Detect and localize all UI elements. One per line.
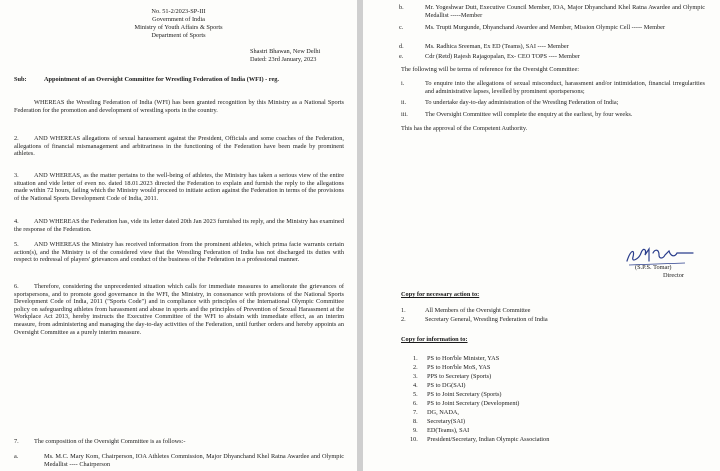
- para-4: AND WHEREAS the Federation has, vide its letter dated 20th Jan 2023 furnished its reply, and the Ministry has examined the response of the Federation.: [14, 218, 344, 233]
- place-line: Shastri Bhawan, New Delhi: [250, 48, 321, 55]
- copy-action-heading: Copy for necessary action to:: [401, 291, 480, 298]
- copy-info-7: DG, NADA,: [427, 409, 460, 416]
- copy-info-5: PS to Joint Secretary (Sports): [427, 391, 502, 398]
- copy-info-10: President/Secretary, Indian Olympic Association: [427, 436, 550, 443]
- para-6: Therefore, considering the unprecedented situation which calls for immediate measures to ameliorate the grievances of sportspersons, and to promote good governance in the WFI, the Ministry, in consonance with provisions of the National Sports Development Code of India, 2011 ("Sports Code") and in compliance with principles of the International Olympic Committee policy on safeguarding athletes from harassment and abuse in sports and the principles of Prevention of Sexual Harassment at the Workplace Act 2013, hereby instructs the Executive Committee of the WFI to abstain with immediate effect, as an interim measure, from administering and managing the day-to-day activities of the Federation, until further orders and hereby appoints an Oversight Committee as a purely interim measure.: [14, 283, 344, 336]
- para-6-number: 6.: [14, 283, 19, 290]
- para-2-number: 2.: [14, 135, 19, 142]
- copy-info-10-number: 10.: [410, 436, 418, 443]
- copy-info-3-number: 3.: [413, 373, 418, 380]
- date-line: Dated: 23rd January, 2023: [250, 56, 317, 63]
- department-line: Department of Sports: [151, 32, 206, 39]
- member-a-number: a.: [14, 453, 19, 460]
- para-4-number: 4.: [14, 218, 19, 225]
- member-a: Ms. M.C. Mary Kom, Chairperson, IOA Athletes Commission, Major Dhyanchand Khel Ratna Awardee and Olympic Medallist ---- Chairperson: [44, 453, 344, 468]
- para-7: The composition of the Oversight Committee is as follows:-: [34, 438, 186, 445]
- terms-intro: The following will be terms of reference for the Oversight Committee:: [401, 66, 580, 73]
- subject-text: Appointment of an Oversight Committee for Wrestling Federation of India (WFI) - reg.: [44, 76, 280, 83]
- term-iii: The Oversight Committee will complete the enquiry at the earliest, by four weeks.: [425, 111, 633, 118]
- para-3: AND WHEREAS, as the matter pertains to the well-being of athletes, the Ministry has taken a serious view of the entire situation and vide letter of even no. dated 18.01.2023 directed the Federation to explain and furnish the reply to the allegations made within 72 hours, failing which the Ministry would proceed to initiate action against the Federation in terms of the provisions of the National Sports Development Code of India, 2011.: [14, 172, 344, 202]
- member-c: Ms. Trupti Murgunde, Dhyanchand Awardee and Member, Mission Olympic Cell ----- Member: [425, 24, 666, 31]
- copy-info-6: PS to Joint Secretary (Development): [427, 400, 520, 407]
- member-d: Ms. Radhica Sreeman, Ex ED (Teams), SAI ---- Member: [425, 43, 569, 50]
- para-3-number: 3.: [14, 172, 19, 179]
- term-ii-number: ii.: [401, 99, 407, 106]
- file-number: No. 51-2/2023-SP-III: [151, 8, 206, 15]
- copy-info-2-number: 2.: [413, 364, 418, 371]
- member-e: Cdr (Retd) Rajesh Rajagopalan, Ex- CEO TOPS ---- Member: [425, 53, 580, 60]
- signatory-name: (S.P.S. Tomar): [635, 264, 672, 271]
- term-iii-number: iii.: [401, 111, 408, 118]
- para-7-number: 7.: [14, 438, 19, 445]
- copy-info-1-number: 1.: [413, 355, 418, 362]
- copy-info-3: PPS to Secretary (Sports): [427, 373, 492, 380]
- para-5-number: 5.: [14, 241, 19, 248]
- member-b: Mr. Yogeshwar Dutt, Executive Council Member, IOA, Major Dhyanchand Khel Ratna Awardee and Olympic Medallist -----Member: [425, 4, 705, 19]
- signatory-title: Director: [663, 272, 684, 279]
- government-line: Government of India: [152, 16, 205, 23]
- copy-info-7-number: 7.: [413, 409, 418, 416]
- term-i: To enquire into the allegations of sexual misconduct, harassment and/or intimidation, financial irregularities and administrative lapses, levelled by prominent sportspersons;: [425, 80, 705, 95]
- copy-action-1: All Members of the Oversight Committee: [425, 307, 531, 314]
- copy-action-2-number: 2.: [401, 316, 406, 323]
- copy-action-1-number: 1.: [401, 307, 406, 314]
- para-5: AND WHEREAS the Ministry has received information from the prominent athletes, which prima facie warrants certain action(s), and the Ministry is of the considered view that the Wrestling Federation of India has not discharged its duties with respect to redressal of players' grievances and conduct of the business of the Federation in a professional manner.: [14, 241, 344, 264]
- copy-info-8: Secretary(SAI): [427, 418, 466, 425]
- para-2: AND WHEREAS allegations of sexual harassment against the President, Officials and some coaches of the Federation, allegations of financial mismanagement and arbitrariness in the functioning of the Federation have been made by prominent athletes.: [14, 135, 344, 158]
- copy-info-9: ED(Teams), SAI: [427, 427, 470, 434]
- para-1: WHEREAS the Wrestling Federation of India (WFI) has been granted recognition by this Ministry as a National Sports Federation for the promotion and development of wrestling sports in the country.: [14, 99, 344, 114]
- member-e-number: e.: [399, 53, 404, 60]
- copy-info-4: PS to DG(SAI): [427, 382, 466, 389]
- copy-info-4-number: 4.: [413, 382, 418, 389]
- copy-info-2: PS to Hon'ble MoS, YAS: [427, 364, 491, 371]
- copy-action-2: Secretary General, Wrestling Federation of India: [425, 316, 548, 323]
- document-page-right: [363, 0, 720, 471]
- approval-line: This has the approval of the Competent Authority.: [401, 125, 528, 132]
- copy-info-8-number: 8.: [413, 418, 418, 425]
- copy-info-9-number: 9.: [413, 427, 418, 434]
- copy-info-heading: Copy for information to:: [401, 336, 468, 343]
- document-page-left: [0, 0, 357, 471]
- member-d-number: d.: [399, 43, 404, 50]
- term-ii: To undertake day-to-day administration of the Wrestling Federation of India;: [425, 99, 619, 106]
- copy-info-6-number: 6.: [413, 400, 418, 407]
- ministry-line: Ministry of Youth Affairs & Sports: [134, 24, 223, 31]
- member-b-number: b.: [399, 4, 404, 11]
- copy-info-1: PS to Hon'ble Minister, YAS: [427, 355, 500, 362]
- copy-info-5-number: 5.: [413, 391, 418, 398]
- member-c-number: c.: [399, 24, 404, 31]
- subject-label: Sub:: [14, 76, 27, 83]
- term-i-number: i.: [401, 80, 405, 87]
